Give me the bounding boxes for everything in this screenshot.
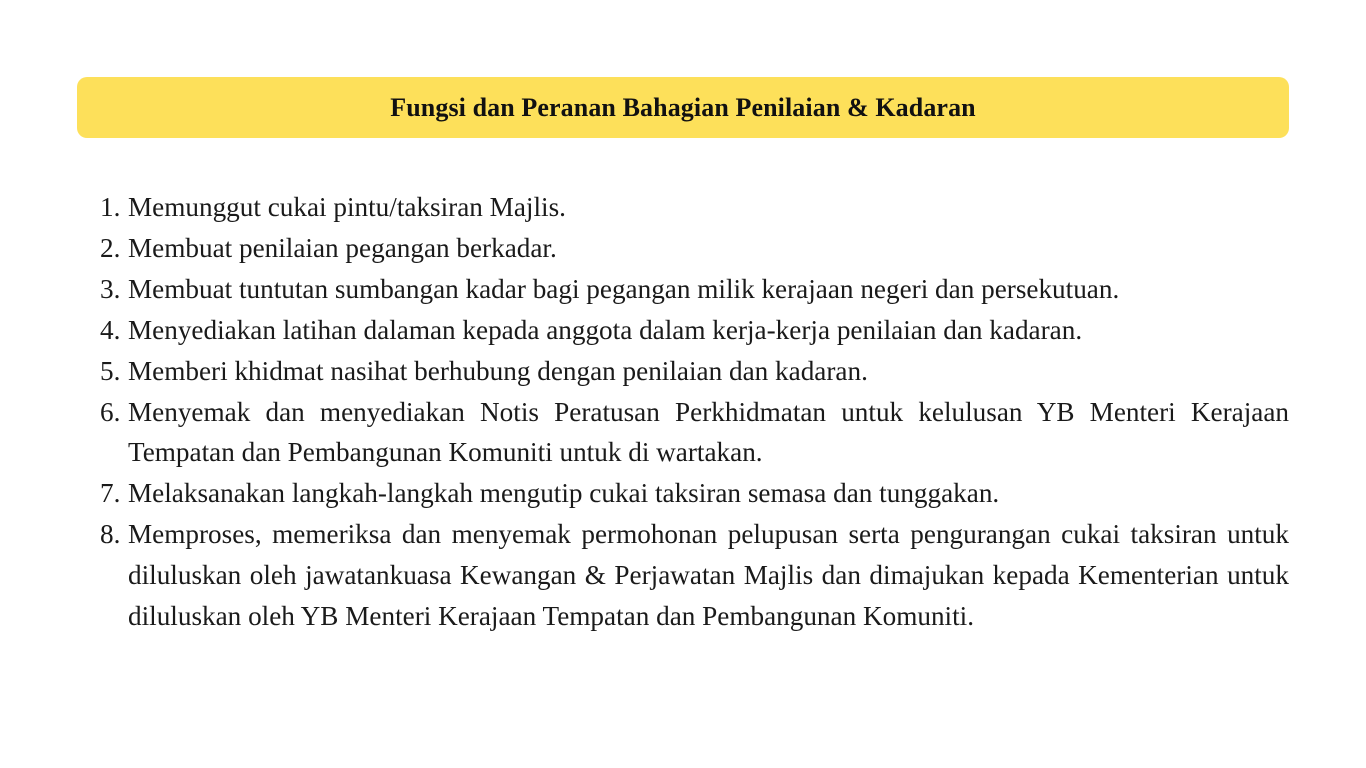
list-item-text: Menyediakan latihan dalaman kepada anggota dalam kerja-kerja penilaian dan kadaran.: [128, 314, 1083, 345]
list-item-text: Membuat penilaian pegangan berkadar.: [128, 232, 557, 263]
list-item: [100, 269, 1289, 310]
list-item-number: 2.: [100, 232, 121, 263]
page-title: Fungsi dan Peranan Bahagian Penilaian & Kadaran: [390, 92, 976, 122]
list-item: [100, 392, 1289, 474]
list-item: [100, 187, 1289, 228]
list-item-text: Memberi khidmat nasihat berhubung dengan penilaian dan kadaran.: [128, 355, 868, 386]
list-item-number: 5.: [100, 355, 121, 386]
list-item: [100, 228, 1289, 269]
list-item: [100, 514, 1289, 637]
list-item-number: 3.: [100, 273, 121, 304]
list-item: [100, 351, 1289, 392]
list-item: [100, 310, 1289, 351]
list-item-number: 7.: [100, 478, 121, 509]
list-item-number: 6.: [100, 396, 121, 427]
section-title-bar: [77, 77, 1289, 138]
list-item-text: Melaksanakan langkah-langkah mengutip cukai taksiran semasa dan tunggakan.: [128, 478, 1000, 509]
list-item: [100, 473, 1289, 514]
list-item-number: 8.: [100, 519, 121, 550]
list-item-number: 1.: [100, 192, 121, 222]
list-item-text: Memunggut cukai pintu/taksiran Majlis.: [128, 192, 566, 222]
list-item-text: Menyemak dan menyediakan Notis Peratusan Perkhidmatan untuk kelulusan YB Menteri Kerajaan Tempatan dan Pembangunan Komuniti untuk di wartakan.: [128, 396, 1289, 468]
list-item-text: Membuat tuntutan sumbangan kadar bagi pegangan milik kerajaan negeri dan persekutuan.: [128, 273, 1120, 304]
list-item-text: Memproses, memeriksa dan menyemak permohonan pelupusan serta pengurangan cukai taksiran untuk diluluskan oleh jawatankuasa Kewangan & Perjawatan Majlis dan dimajukan kepada Kementerian untuk diluluskan oleh YB Menteri Kerajaan Tempatan dan Pembangunan Komuniti.: [128, 519, 1289, 632]
list-item-number: 4.: [100, 314, 121, 345]
functions-list: [100, 187, 1289, 637]
